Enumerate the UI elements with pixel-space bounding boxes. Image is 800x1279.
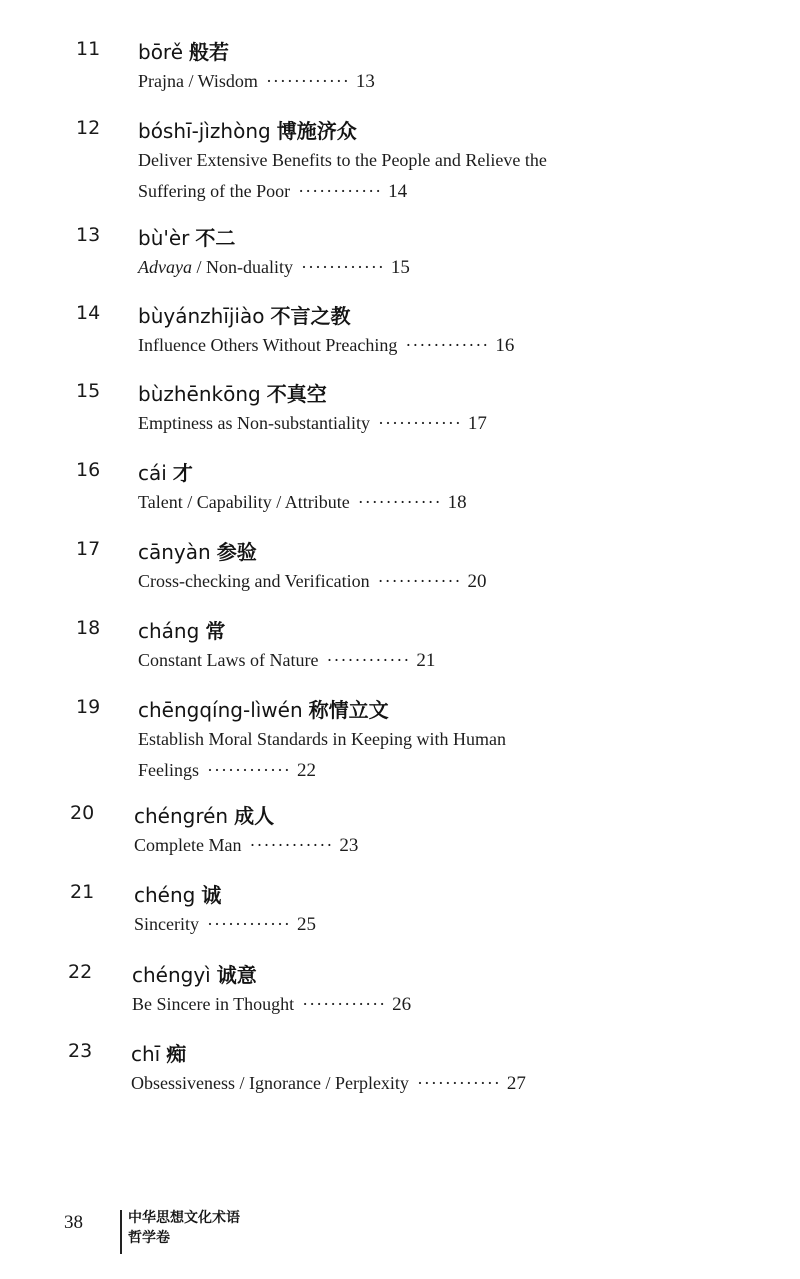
entry-description [138, 724, 638, 786]
entry-description [138, 408, 698, 439]
entry-translation: Obsessiveness / Ignorance / Perplexity [131, 1073, 409, 1093]
entry-number: 20 [70, 802, 95, 824]
entry-description [134, 830, 694, 861]
entry-pinyin: cái [138, 461, 167, 485]
entry-page-number: 21 [416, 650, 436, 671]
entry-page-number: 23 [339, 835, 359, 856]
entry-translation-italic: Advaya [138, 257, 192, 277]
entry-translation: Deliver Extensive Benefits to the People and Relieve the Suffering of the Poor [138, 150, 547, 201]
entry-description [138, 252, 698, 283]
entry-hanzi: 称情立文 [308, 698, 389, 722]
entry-translation: / Non-duality [191, 257, 293, 277]
dot-leader: ············ [207, 760, 291, 780]
entry-translation: Constant Laws of Nature [138, 650, 319, 670]
entry-page-number: 18 [447, 492, 467, 513]
entry-hanzi: 参验 [216, 540, 257, 564]
dot-leader: ············ [300, 257, 385, 277]
entry-hanzi: 痴 [166, 1042, 187, 1066]
entry-pinyin: cháng [138, 619, 200, 643]
entry-pinyin: bōrě [138, 40, 184, 64]
entry-term [138, 36, 229, 65]
entry-page-number: 25 [296, 914, 316, 935]
dot-leader: ············ [298, 181, 383, 201]
entry-number: 18 [76, 617, 101, 639]
entry-page-number: 26 [392, 994, 412, 1015]
entry-description [138, 66, 698, 97]
footer-page-number: 38 [64, 1212, 83, 1233]
entry-description [134, 909, 694, 940]
dot-leader: ············ [265, 71, 350, 91]
entry-number: 16 [76, 459, 101, 481]
entry-description [138, 330, 698, 361]
entry-term [138, 222, 235, 251]
entry-description [131, 1068, 691, 1099]
entry-hanzi: 诚意 [216, 963, 257, 987]
entry-pinyin: chéngrén [134, 804, 229, 828]
entry-term [132, 959, 257, 988]
entry-hanzi: 般若 [189, 40, 230, 64]
entry-description [138, 566, 698, 597]
entry-translation: Prajna / Wisdom [138, 71, 258, 91]
entry-translation: Emptiness as Non-substantiality [138, 413, 370, 433]
entry-pinyin: bù'èr [138, 226, 190, 250]
dot-leader: ············ [207, 914, 291, 934]
dot-leader: ············ [416, 1073, 501, 1093]
entry-translation: Talent / Capability / Attribute [138, 492, 350, 512]
entry-hanzi: 常 [205, 619, 226, 643]
dot-leader: ············ [326, 650, 411, 670]
entry-description [138, 645, 698, 676]
dot-leader: ············ [357, 492, 442, 512]
entry-description [138, 487, 698, 518]
footer-volume-title: 哲学卷 [128, 1230, 170, 1246]
entry-term [131, 1038, 186, 1067]
entry-hanzi: 不二 [195, 226, 236, 250]
entry-pinyin: bùzhēnkōng [138, 382, 261, 406]
dot-leader: ············ [377, 413, 462, 433]
entry-hanzi: 诚 [201, 883, 222, 907]
entry-hanzi: 博施济众 [276, 119, 357, 143]
entry-hanzi: 才 [172, 461, 193, 485]
entry-number: 22 [68, 961, 93, 983]
entry-translation: Influence Others Without Preaching [138, 335, 398, 355]
entry-number: 12 [76, 117, 101, 139]
entry-translation: Cross-checking and Verification [138, 571, 370, 591]
entry-pinyin: cānyàn [138, 540, 211, 564]
entry-term [138, 378, 327, 407]
entry-pinyin: bóshī-jìzhòng [138, 119, 271, 143]
entry-pinyin: chéng [134, 883, 196, 907]
entry-page-number: 15 [390, 257, 410, 278]
entry-hanzi: 成人 [234, 804, 275, 828]
dot-leader: ············ [302, 994, 387, 1014]
entry-hanzi: 不真空 [266, 382, 327, 406]
entry-term [138, 300, 350, 329]
entry-pinyin: bùyánzhījiào [138, 304, 265, 328]
entry-pinyin: chēngqíng-lìwén [138, 698, 303, 722]
entry-description [138, 145, 618, 207]
entry-page-number: 16 [495, 335, 515, 356]
entry-page-number: 27 [506, 1073, 526, 1094]
entry-description [132, 989, 692, 1020]
entry-page-number: 13 [355, 71, 375, 92]
entry-translation: Sincerity [134, 914, 199, 934]
entry-translation: Be Sincere in Thought [132, 994, 295, 1014]
entry-number: 23 [68, 1040, 93, 1062]
entry-number: 15 [76, 380, 101, 402]
entry-page-number: 17 [467, 413, 487, 434]
entry-page-number: 20 [467, 571, 487, 592]
entry-number: 19 [76, 696, 101, 718]
entry-term [138, 615, 225, 644]
entry-translation: Complete Man [134, 835, 242, 855]
dot-leader: ············ [249, 835, 334, 855]
entry-page-number: 22 [296, 760, 316, 781]
entry-number: 13 [76, 224, 101, 246]
entry-term [138, 694, 389, 723]
footer-book-title [128, 1208, 240, 1248]
entry-term [134, 879, 221, 908]
entry-term [138, 115, 357, 144]
entry-term [138, 457, 193, 486]
entry-term [138, 536, 257, 565]
dot-leader: ············ [377, 571, 462, 591]
entry-number: 21 [70, 881, 95, 903]
footer-series-title: 中华思想文化术语 [128, 1210, 240, 1226]
entry-translation: Establish Moral Standards in Keeping with Human Feelings [138, 729, 506, 780]
entry-pinyin: chéngyì [132, 963, 211, 987]
entry-number: 11 [76, 38, 101, 60]
entry-hanzi: 不言之教 [270, 304, 351, 328]
entry-term [134, 800, 274, 829]
dot-leader: ············ [405, 335, 490, 355]
entry-page-number: 14 [388, 181, 408, 202]
footer-divider [120, 1210, 122, 1254]
entry-pinyin: chī [131, 1042, 161, 1066]
entry-number: 17 [76, 538, 101, 560]
entry-number: 14 [76, 302, 101, 324]
